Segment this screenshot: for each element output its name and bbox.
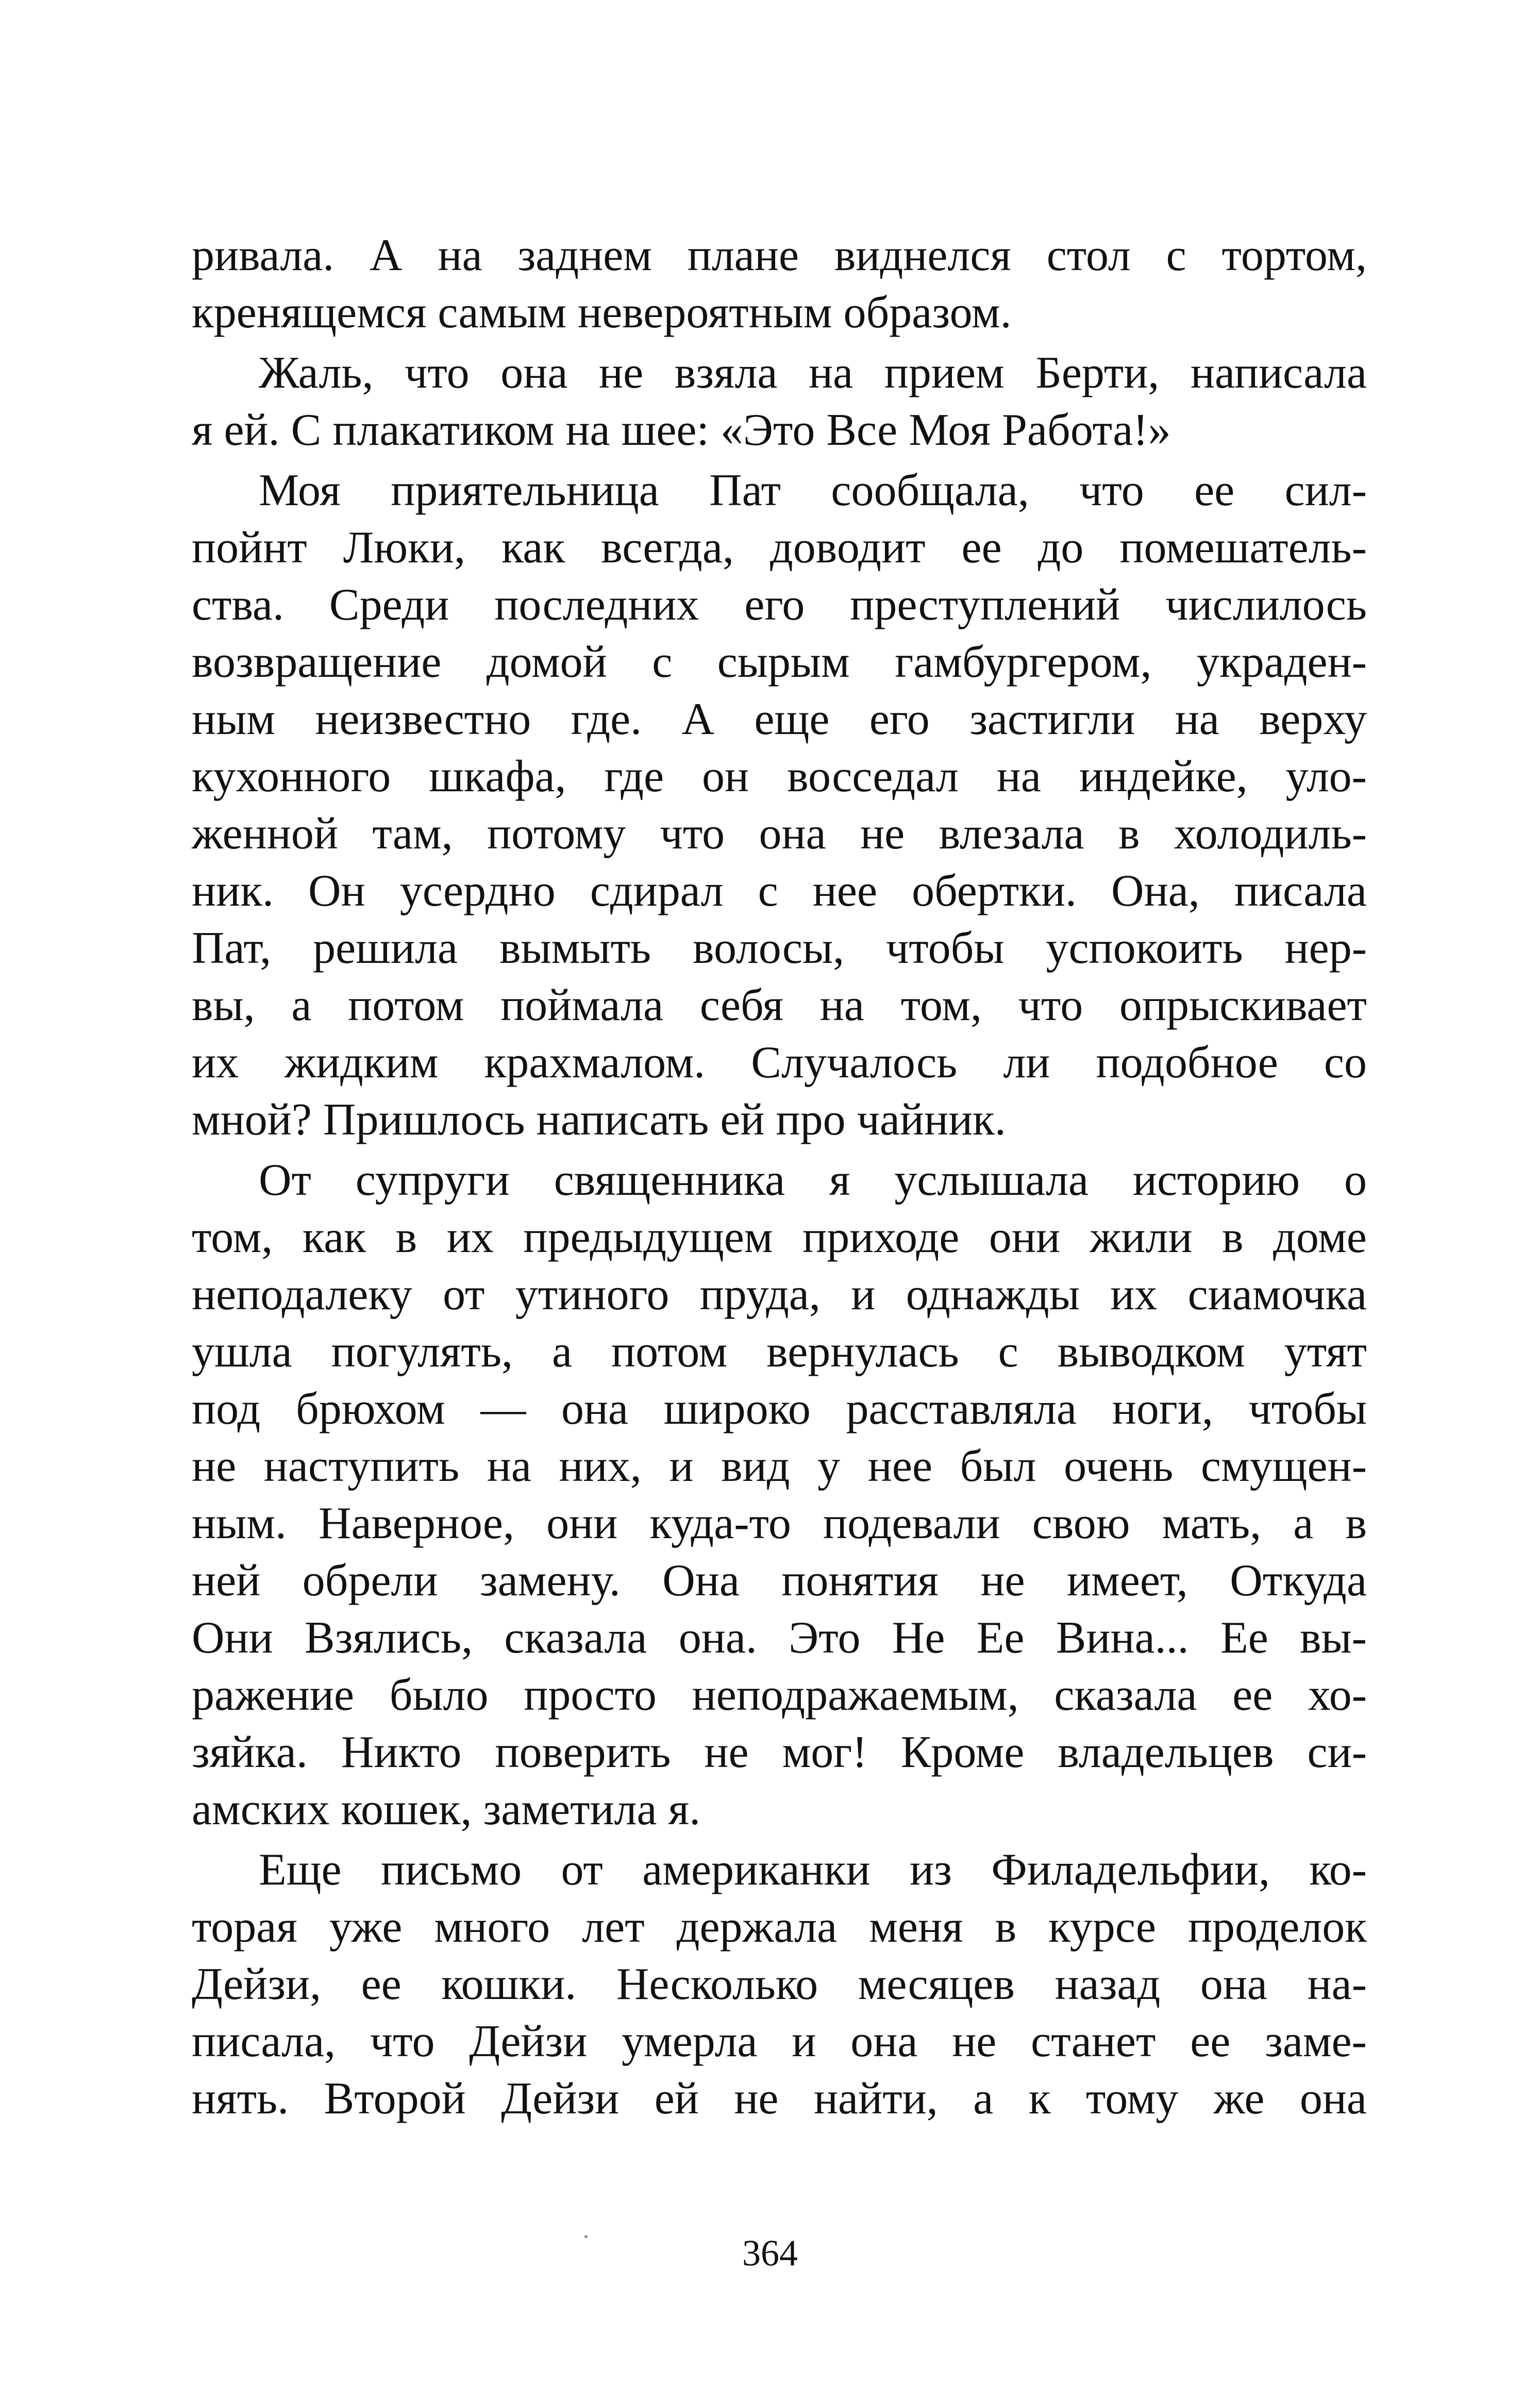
text-line: возвращение домой с сырым гамбургером, украден- (192, 637, 1367, 687)
text-line: мной? Пришлось написать ей про чайник. (192, 1095, 1006, 1145)
text-line: я ей. С плакатиком на шее: «Это Все Моя Работа!» (192, 405, 1171, 455)
text-line: Они Взялись, сказала она. Это Не Ее Вина... Ее вы- (192, 1613, 1367, 1663)
text-line: неподалеку от утиного пруда, и однажды их сиамочка (192, 1270, 1367, 1320)
text-line: кренящемся самым невероятным образом. (192, 288, 1012, 338)
text-line: ней обрели замену. Она понятия не имеет, Откуда (192, 1556, 1367, 1606)
paragraph (192, 227, 1367, 341)
text-line: ным. Наверное, они куда-то подевали свою мать, а в (192, 1498, 1367, 1548)
text-line: От супруги священника я услышала историю о (259, 1155, 1367, 1205)
text-line: кухонного шкафа, где он восседал на индейке, уло- (192, 752, 1367, 802)
text-line: торая уже много лет держала меня в курсе проделок (192, 1902, 1367, 1952)
text-line: вы, а потом поймала себя на том, что опрыскивает (192, 980, 1367, 1030)
text-line: ривала. А на заднем плане виднелся стол с тортом, (192, 230, 1367, 280)
text-line: под брюхом — она широко расставляла ноги, чтобы (192, 1384, 1367, 1434)
text-line: не наступить на них, и вид у нее был очень смущен- (192, 1441, 1367, 1491)
text-line: том, как в их предыдущем приходе они жили в доме (192, 1212, 1367, 1262)
body-text (192, 227, 1367, 2130)
text-line: нять. Второй Дейзи ей не найти, а к тому же она (192, 2074, 1367, 2124)
text-line: амских кошек, заметила я. (192, 1785, 701, 1835)
text-line: зяйка. Никто поверить не мог! Кроме владельцев си- (192, 1727, 1367, 1777)
text-line: Дейзи, ее кошки. Несколько месяцев назад она на- (192, 1959, 1367, 2009)
paragraph (192, 462, 1367, 1148)
text-line: ства. Среди последних его преступлений числилось (192, 580, 1367, 630)
text-line: их жидким крахмалом. Случалось ли подобное со (192, 1038, 1367, 1088)
text-line: Пат, решила вымыть волосы, чтобы успокоить нер- (192, 923, 1367, 973)
text-line: ник. Он усердно сдирал с нее обертки. Она, писала (192, 866, 1367, 916)
text-line: пойнт Люки, как всегда, доводит ее до помешатель- (192, 523, 1367, 573)
text-line: женной там, потому что она не влезала в холодиль- (192, 809, 1367, 859)
text-line: ушла погулять, а потом вернулась с выводком утят (192, 1327, 1367, 1377)
paragraph (192, 1841, 1367, 2127)
paragraph (192, 344, 1367, 459)
text-line: Моя приятельница Пат сообщала, что ее сил- (259, 465, 1367, 515)
page-number: 364 (742, 2232, 798, 2274)
text-line: ным неизвестно где. А еще его застигли на верху (192, 694, 1367, 744)
text-line: ражение было просто неподражаемым, сказала ее хо- (192, 1670, 1367, 1720)
text-line: Жаль, что она не взяла на прием Берти, написала (259, 348, 1367, 398)
text-line: писала, что Дейзи умерла и она не станет ее заме- (192, 2016, 1367, 2066)
text-line: Еще письмо от американки из Филадельфии, ко- (259, 1845, 1367, 1895)
paragraph (192, 1152, 1367, 1838)
